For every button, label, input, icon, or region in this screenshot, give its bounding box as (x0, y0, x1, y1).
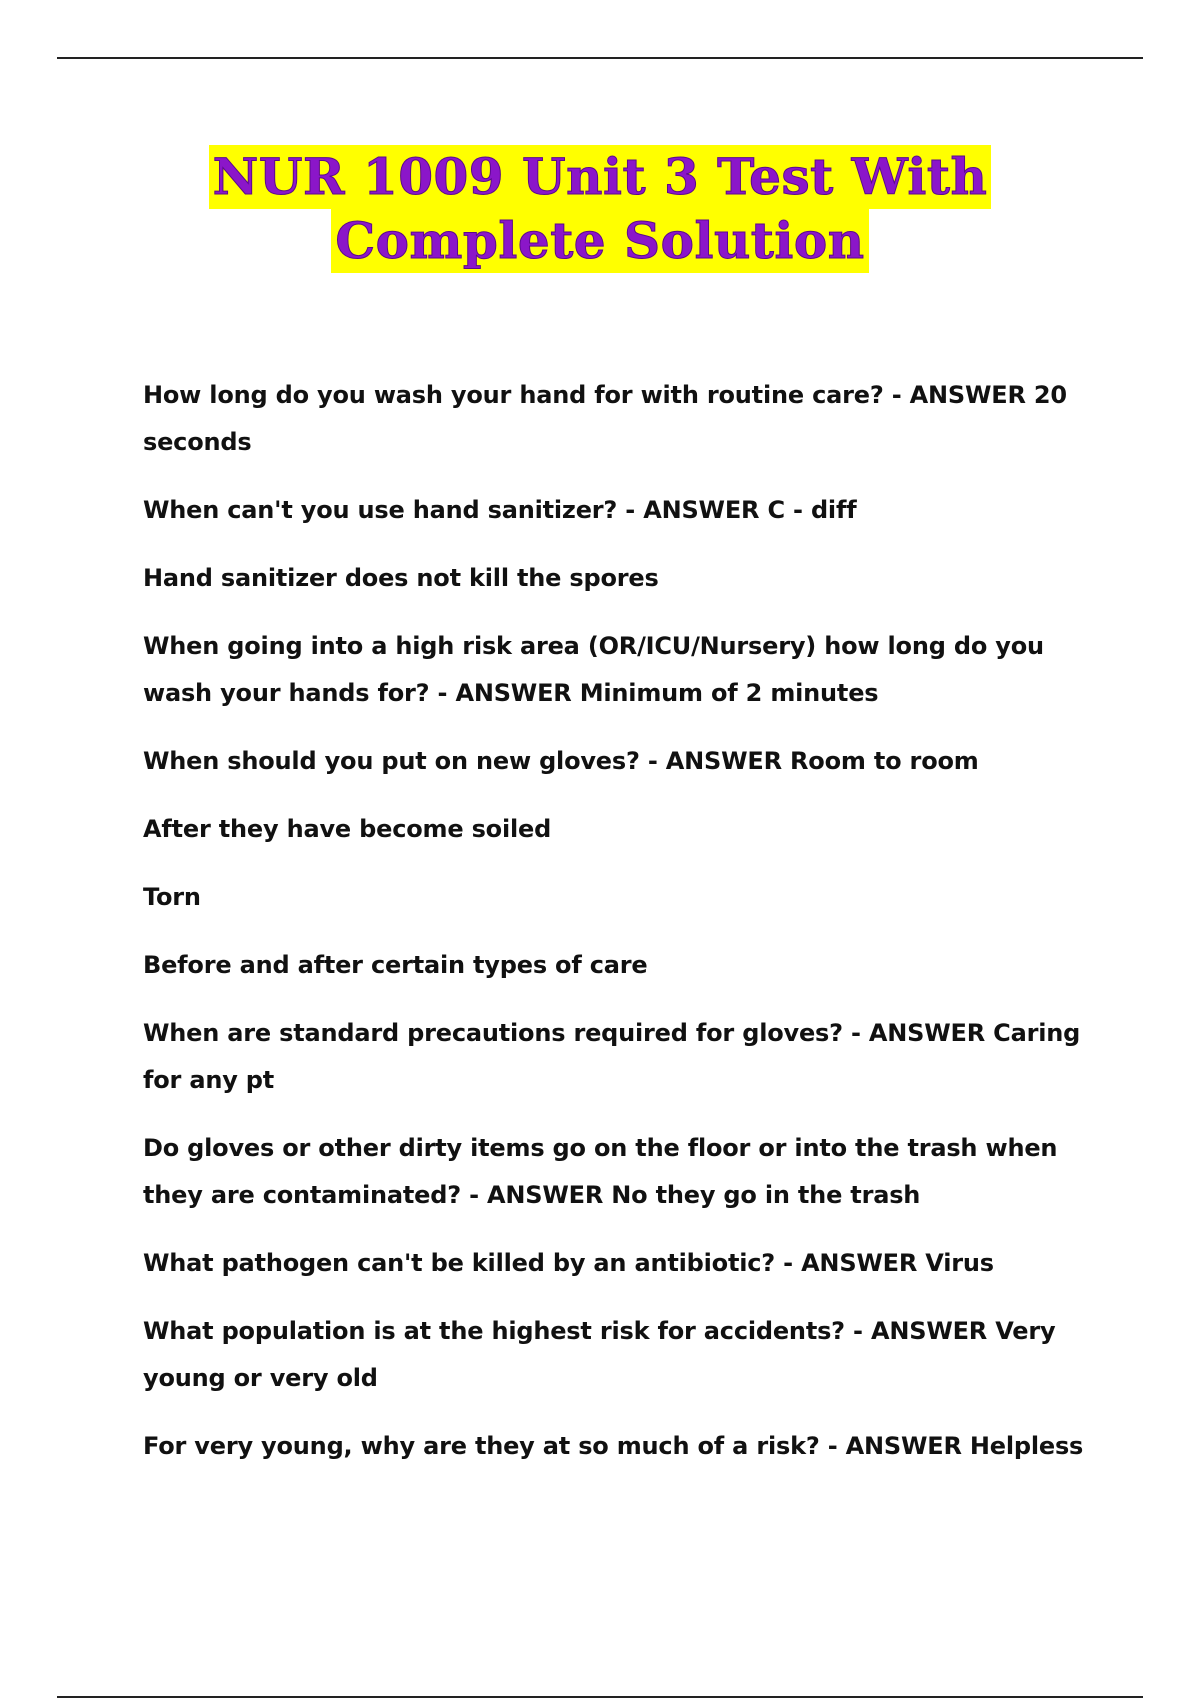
qa-item: What population is at the highest risk for accidents? - ANSWER Very young or very old (143, 1317, 1056, 1392)
qa-item: When can't you use hand sanitizer? - ANSWER C - diff (143, 496, 857, 524)
qa-item: Hand sanitizer does not kill the spores (143, 564, 659, 592)
title-line-1: NUR 1009 Unit 3 Test With (209, 145, 992, 209)
qa-item: Before and after certain types of care (143, 951, 648, 979)
document-title (0, 145, 1200, 273)
bottom-rule (57, 1696, 1143, 1698)
qa-item: Do gloves or other dirty items go on the floor or into the trash when they are contaminated? - ANSWER No they go in the trash (143, 1134, 1058, 1209)
qa-item: How long do you wash your hand for with routine care? - ANSWER 20 seconds (143, 381, 1067, 456)
qa-item: For very young, why are they at so much of a risk? - ANSWER Helpless (143, 1432, 1084, 1460)
qa-item: Torn (143, 883, 201, 911)
title-line-2: Complete Solution (331, 209, 868, 273)
qa-list (143, 372, 1093, 1491)
qa-item: After they have become soiled (143, 815, 552, 843)
qa-item: When are standard precautions required for gloves? - ANSWER Caring for any pt (143, 1019, 1081, 1094)
qa-item: What pathogen can't be killed by an antibiotic? - ANSWER Virus (143, 1249, 994, 1277)
qa-item: When going into a high risk area (OR/ICU/Nursery) how long do you wash your hands for? - ANSWER Minimum of 2 minutes (143, 632, 1044, 707)
top-rule (57, 57, 1143, 59)
qa-item: When should you put on new gloves? - ANSWER Room to room (143, 747, 979, 775)
